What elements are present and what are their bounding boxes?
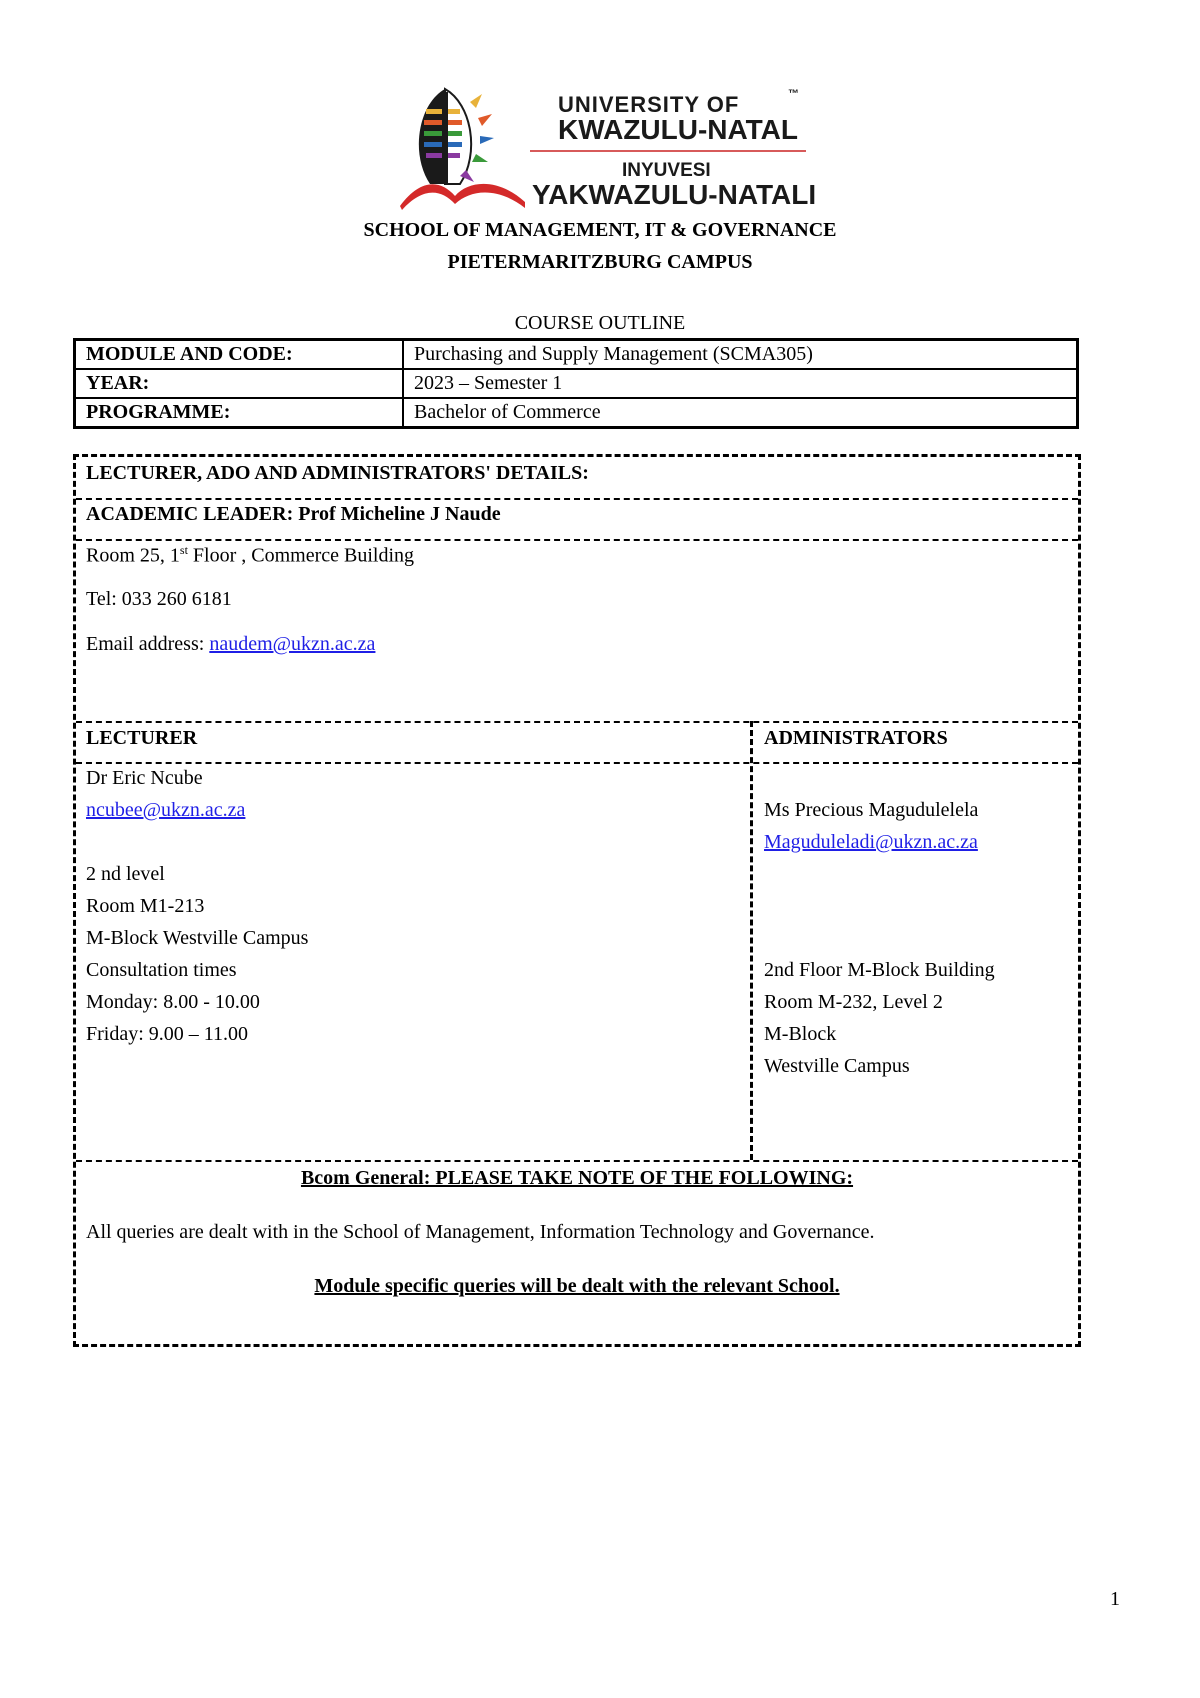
logo-line-1: UNIVERSITY OF (558, 92, 740, 117)
note-text: All queries are dealt with in the School of Management, Information Technology and Governance. (86, 1221, 875, 1243)
room-suffix: Floor , Commerce Building (187, 544, 415, 567)
programme-label: PROGRAMME: (75, 398, 404, 428)
lecturer-email-link[interactable]: ncubee@ukzn.ac.za (86, 799, 246, 821)
lecturer-block: M-Block Westville Campus (86, 927, 309, 949)
leader-email-link[interactable]: naudem@ukzn.ac.za (209, 633, 376, 655)
module-code-value: Purchasing and Supply Management (SCMA305) (403, 340, 1078, 370)
note-title: Bcom General: PLEASE TAKE NOTE OF THE FOLLOWING: (300, 1167, 854, 1189)
details-box (73, 454, 1081, 1347)
programme-value: Bachelor of Commerce (403, 398, 1078, 428)
room-superscript: st (179, 543, 188, 557)
details-heading: LECTURER, ADO AND ADMINISTRATORS' DETAILS: (86, 462, 589, 484)
divider (76, 1160, 1078, 1162)
divider (76, 762, 1078, 764)
note-specific: Module specific queries will be dealt with the relevant School. (314, 1275, 840, 1297)
year-value: 2023 – Semester 1 (403, 369, 1078, 398)
logo-line-2: KWAZULU-NATAL (558, 114, 799, 145)
school-heading: SCHOOL OF MANAGEMENT, IT & GOVERNANCE (363, 219, 837, 241)
academic-leader: ACADEMIC LEADER: Prof Micheline J Naude (86, 503, 501, 525)
table-row (75, 340, 1078, 370)
lecturer-level: 2 nd level (86, 863, 165, 885)
administrator-floor: 2nd Floor M-Block Building (764, 959, 995, 981)
course-outline-title: COURSE OUTLINE (514, 312, 686, 334)
logo-divider (530, 150, 806, 152)
consultation-monday: Monday: 8.00 - 10.00 (86, 991, 260, 1013)
divider (76, 539, 1078, 541)
module-code-label: MODULE AND CODE: (75, 340, 404, 370)
table-row (75, 398, 1078, 428)
administrators-heading: ADMINISTRATORS (764, 727, 948, 749)
administrator-name: Ms Precious Magudulelela (764, 799, 979, 821)
column-divider (750, 721, 753, 1160)
table-row (75, 369, 1078, 398)
leader-room (86, 543, 414, 568)
university-logo (400, 84, 820, 214)
campus-heading: PIETERMARITZBURG CAMPUS (447, 251, 753, 273)
lecturer-heading: LECTURER (86, 727, 198, 749)
administrator-block: M-Block (764, 1023, 837, 1045)
administrator-room: Room M-232, Level 2 (764, 991, 943, 1013)
administrator-email-link[interactable]: Maguduleladi@ukzn.ac.za (764, 831, 978, 853)
leader-tel: Tel: 033 260 6181 (86, 588, 232, 610)
consultation-heading: Consultation times (86, 959, 237, 981)
divider (76, 498, 1078, 500)
lecturer-name: Dr Eric Ncube (86, 767, 203, 789)
lecturer-room: Room M1-213 (86, 895, 205, 917)
room-prefix: Room 25, 1 (86, 544, 180, 567)
page-number: 1 (1110, 1588, 1120, 1610)
administrator-campus: Westville Campus (764, 1055, 910, 1077)
year-label: YEAR: (75, 369, 404, 398)
logo-line-4: YAKWAZULU-NATALI (532, 179, 817, 210)
email-label: Email address: (86, 633, 210, 655)
module-info-table (73, 338, 1079, 429)
trademark-symbol: ™ (788, 88, 799, 100)
leader-email-line (86, 633, 375, 656)
divider (76, 721, 1078, 723)
consultation-friday: Friday: 9.00 – 11.00 (86, 1023, 249, 1045)
logo-line-3: INYUVESI (622, 160, 711, 181)
